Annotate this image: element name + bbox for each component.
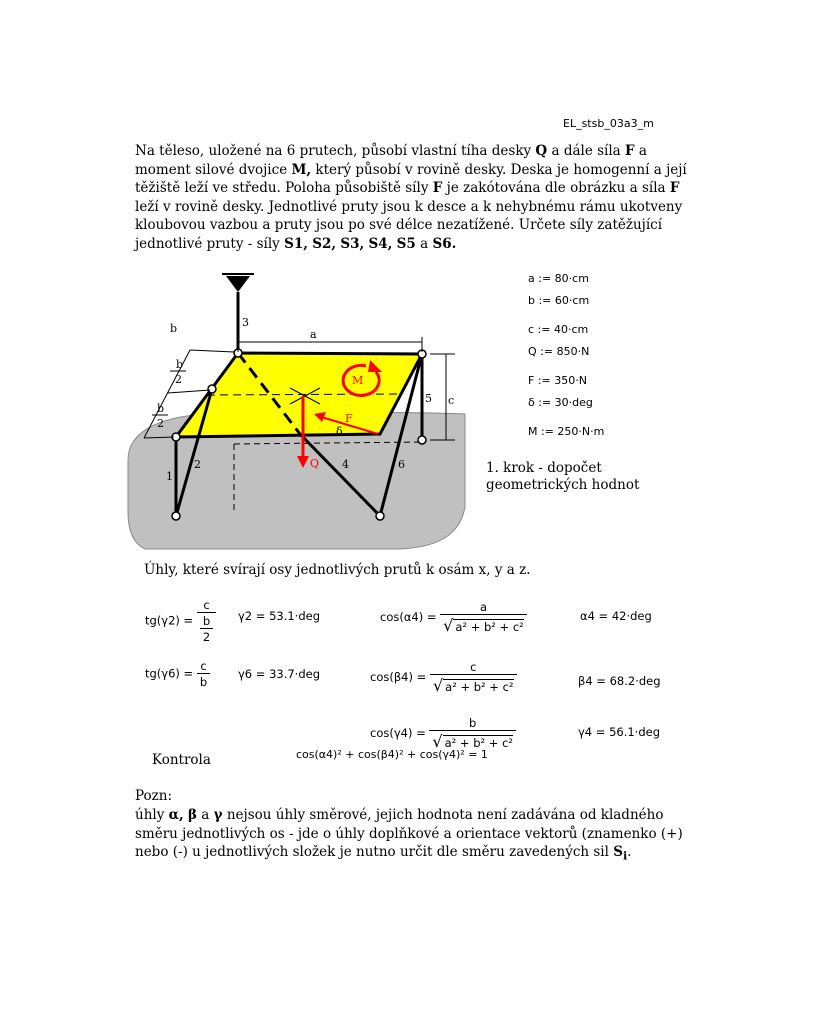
label-m: M [352,374,364,387]
intro-text: který působí v rovině desky. Deska je homogenní a její těžiště leží ve středu. Poloha působiště síly [135,161,687,196]
label-b-half: b [157,402,165,415]
symbol-si: S [613,844,623,860]
symbol-q: Q [535,143,548,159]
sqrt-body: a² + b² + c² [444,736,514,750]
intro-text: a dále síla [547,143,626,159]
symbol-si-subscript: i [622,848,628,863]
step-subtitle: geometrických hodnot [486,477,640,493]
symbol-f: F [669,180,680,196]
document-code: EL_stsb_03a3_m [563,117,654,130]
rod-label-4: 4 [342,458,349,471]
joint [172,512,180,520]
check-label: Kontrola [152,752,211,768]
label-q: Q [310,457,320,470]
formula-cos-alpha4 [380,600,527,635]
value-alpha4: α4 = 42·deg [580,609,652,623]
fraction-num: b [202,614,211,628]
note-body [135,806,695,865]
note-text: nejsou úhly směrové, jejich hodnota není zadávána od kladného směru jednotlivých os - jde o úhly doplňkové a orientace vektorů (znamenko (+) nebo (-) u jednotlivých složek je nutno určit dle směru zavedených sil [135,807,683,860]
label-a: a [310,328,317,341]
formula-tg-gamma6 [145,659,210,689]
rod-3-support [226,276,250,292]
fraction-den: b [197,673,210,689]
angles-heading: Úhly, které svírají osy jednotlivých prutů k osám x, y a z. [144,562,531,578]
label-two: 2 [175,373,182,386]
label-f: F [345,412,353,425]
formula-cos-beta4 [370,660,517,695]
note-text: úhly [135,807,169,823]
intro-text: je zakótována dle obrázku a síla [442,180,670,196]
note-text: a [196,807,214,823]
symbol-s4: S4, [368,235,393,252]
fraction [430,660,517,695]
symbol-alpha: α, [168,807,184,823]
symbol-s2: S2, [312,235,337,252]
symbol-s1: S1, [284,235,308,252]
rod-structure-figure [120,262,475,554]
fraction-num: a [479,600,487,614]
symbol-s6: S6. [432,235,457,252]
intro-text: a [420,235,429,252]
value-gamma6: γ6 = 33.7·deg [238,667,321,681]
formula-cos-gamma4 [370,716,516,751]
given-delta: δ := 30·deg [528,396,593,409]
formula-lhs: cos(γ4) = [370,726,426,740]
symbol-m: M, [291,161,312,178]
joint [208,385,216,393]
fraction-den: √ a² + b² + c² [429,730,516,751]
fraction-num: c [203,598,210,612]
fraction [197,659,210,689]
fraction [429,716,516,751]
fraction [197,598,216,644]
symbol-beta: β [188,807,197,823]
symbol-gamma: γ [213,807,223,823]
intro-text: a moment silové dvojice [135,143,647,178]
value-gamma4: γ4 = 56.1·deg [578,725,661,739]
dimension-b [190,350,234,352]
fraction-den: √ a² + b² + c² [440,614,527,635]
given-m: M := 250·N·m [528,425,605,438]
step-title: 1. krok - dopočet [486,460,602,476]
formula-lhs: cos(α4) = [380,610,437,624]
formula-tg-gamma2 [145,598,216,644]
label-c: c [448,394,455,407]
label-b: b [170,322,178,335]
sqrt-body: a² + b² + c² [455,620,524,634]
given-f: F := 350·N [528,374,587,387]
dimension-b [168,390,210,393]
formula-lhs: tg(γ6) = [145,666,194,681]
symbol-f: F [432,180,443,196]
given-c: c := 40·cm [528,323,589,336]
sqrt-body: a² + b² + c² [445,680,514,694]
fraction-num: b [469,716,477,730]
rod-label-3: 3 [242,316,249,329]
rod-label-6: 6 [398,458,405,471]
note-title: Pozn: [135,788,173,804]
joint [418,436,426,444]
label-two: 2 [157,417,164,430]
intro-text: Na těleso, uložené na 6 prutech, působí vlastní tíha desky [135,143,536,159]
symbol-f: F [625,143,635,159]
intro-text: leží v rovině desky. Jednotlivé pruty jsou k desce a k nehybnému rámu ukotveny kloubovou vazbou a pruty jsou po své délce nezatížené. Určete síly zatěžující jednotlivé pruty - síly [135,198,683,252]
joint [376,512,384,520]
formula-lhs: tg(γ2) = [145,613,194,628]
fraction-num: c [200,659,207,673]
symbol-s5: S5 [396,235,416,252]
check-equation: cos(α4)² + cos(β4)² + cos(γ4)² = 1 [296,748,488,761]
value-beta4: β4 = 68.2·deg [578,674,661,688]
rod-label-2: 2 [194,458,201,471]
problem-statement [135,142,700,253]
formula-lhs: cos(β4) = [370,670,427,684]
fraction-den [197,612,216,644]
step-heading [486,460,639,494]
given-a: a := 80·cm [528,272,589,285]
note-text: . [627,844,632,860]
value-gamma2: γ2 = 53.1·deg [238,609,321,623]
rod-label-5: 5 [425,392,432,405]
fraction-den: √ a² + b² + c² [430,674,517,695]
symbol-s3: S3, [340,235,365,252]
fraction-den: 2 [200,628,213,644]
fraction [440,600,527,635]
label-b-half: b [176,358,184,371]
given-q: Q := 850·N [528,345,590,358]
rod-label-1: 1 [166,470,173,483]
given-b: b := 60·cm [528,294,590,307]
label-delta: δ [336,425,343,438]
fraction-num: c [470,660,477,674]
